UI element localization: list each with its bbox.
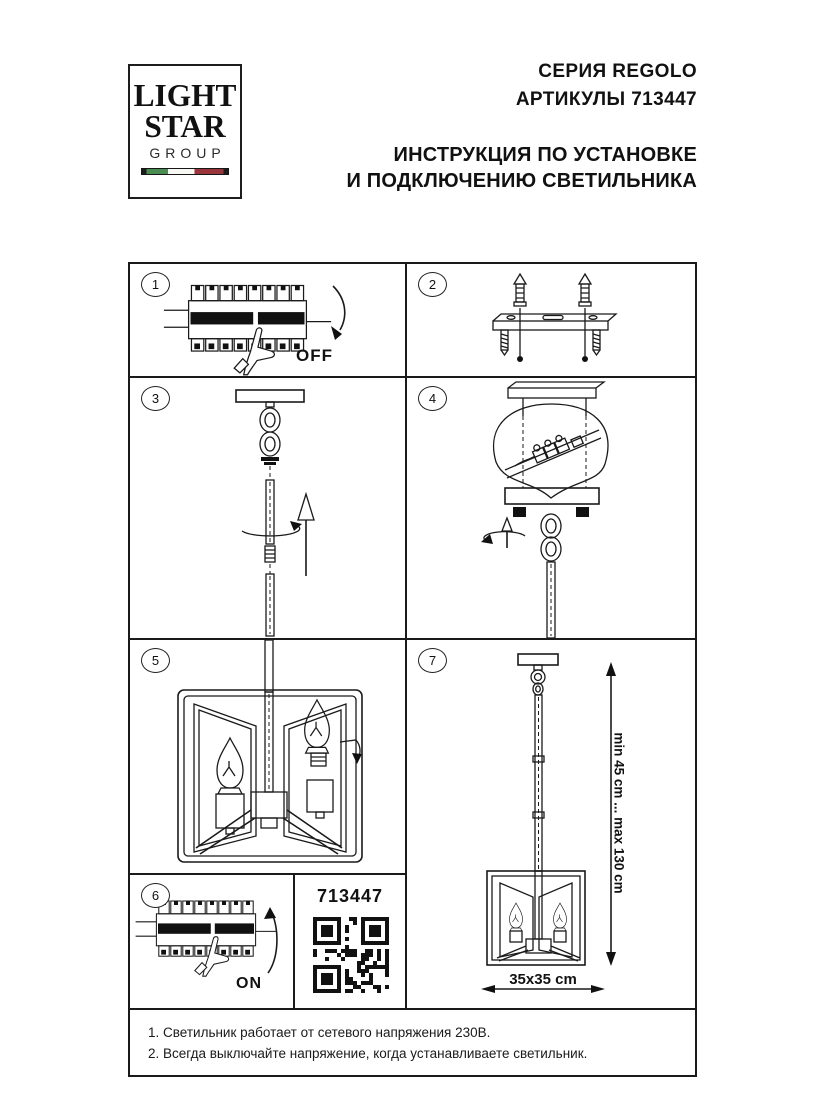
- step-panel-3: [130, 378, 407, 640]
- breaker-off-illustration: [130, 264, 407, 376]
- step-number-2: 2: [418, 272, 447, 297]
- terminal-block-icon: [531, 428, 584, 463]
- base-size-label: 35x35 cm: [509, 971, 577, 988]
- mounting-bracket-illustration: [407, 264, 695, 376]
- note-line-2: 2. Всегда выключайте напряжение, когда устанавливаете светильник.: [148, 1046, 588, 1061]
- instruction-grid: [128, 262, 697, 1077]
- bulb-insert-icon: [305, 700, 362, 818]
- off-label: OFF: [296, 346, 333, 365]
- curved-arrow-down-icon: [331, 286, 345, 340]
- article-qr-panel: [295, 875, 407, 1010]
- on-label: ON: [236, 975, 262, 992]
- step-panel-2: [407, 264, 695, 378]
- pendant-dimensions-illustration: [407, 640, 695, 1008]
- wiring-detail-illustration: [407, 378, 695, 638]
- logo-word-light: LIGHT: [133, 77, 237, 113]
- notes-panel: [130, 1010, 695, 1075]
- step-panel-1: [130, 264, 407, 378]
- rotation-arrow-icon: [242, 521, 302, 536]
- step-number-5: 5: [141, 648, 170, 673]
- note-line-1: 1. Светильник работает от сетевого напряжения 230В.: [148, 1025, 491, 1040]
- article-numbers: АРТИКУЛЫ 713447: [515, 89, 697, 110]
- step-number-4: 4: [418, 386, 447, 411]
- step-panel-7: [407, 640, 695, 1010]
- bulb-icon: [216, 738, 244, 834]
- up-arrow-icon: [298, 494, 314, 576]
- step-number-3: 3: [141, 386, 170, 411]
- step-panel-6: [130, 875, 295, 1010]
- lightstar-logo: [128, 64, 242, 199]
- step-number-7: 7: [418, 648, 447, 673]
- logo-word-group: GROUP: [149, 145, 226, 161]
- italian-flag-stripe: [141, 168, 229, 175]
- article-number: 713447: [316, 886, 384, 906]
- qr-code: [295, 875, 407, 1008]
- step-number-6: 6: [141, 883, 170, 908]
- step-panel-4: [407, 378, 695, 640]
- rod-assembly-illustration: [130, 378, 407, 638]
- doc-title-line2: И ПОДКЛЮЧЕНИЮ СВЕТИЛЬНИКА: [346, 170, 697, 192]
- doc-title-line1: ИНСТРУКЦИЯ ПО УСТАНОВКЕ: [393, 144, 697, 166]
- lamp-bulb-install-illustration: [130, 640, 407, 873]
- curved-arrow-up-icon: [264, 907, 277, 973]
- height-range-label: min 45 cm ... max 130 cm: [611, 732, 627, 894]
- logo-word-star: STAR: [144, 108, 226, 144]
- step-number-1: 1: [141, 272, 170, 297]
- series-title: СЕРИЯ REGOLO: [538, 61, 697, 82]
- wall-anchor-icon: [514, 274, 591, 306]
- rotation-arrow-icon: [481, 518, 525, 548]
- step-panel-5: [130, 640, 407, 875]
